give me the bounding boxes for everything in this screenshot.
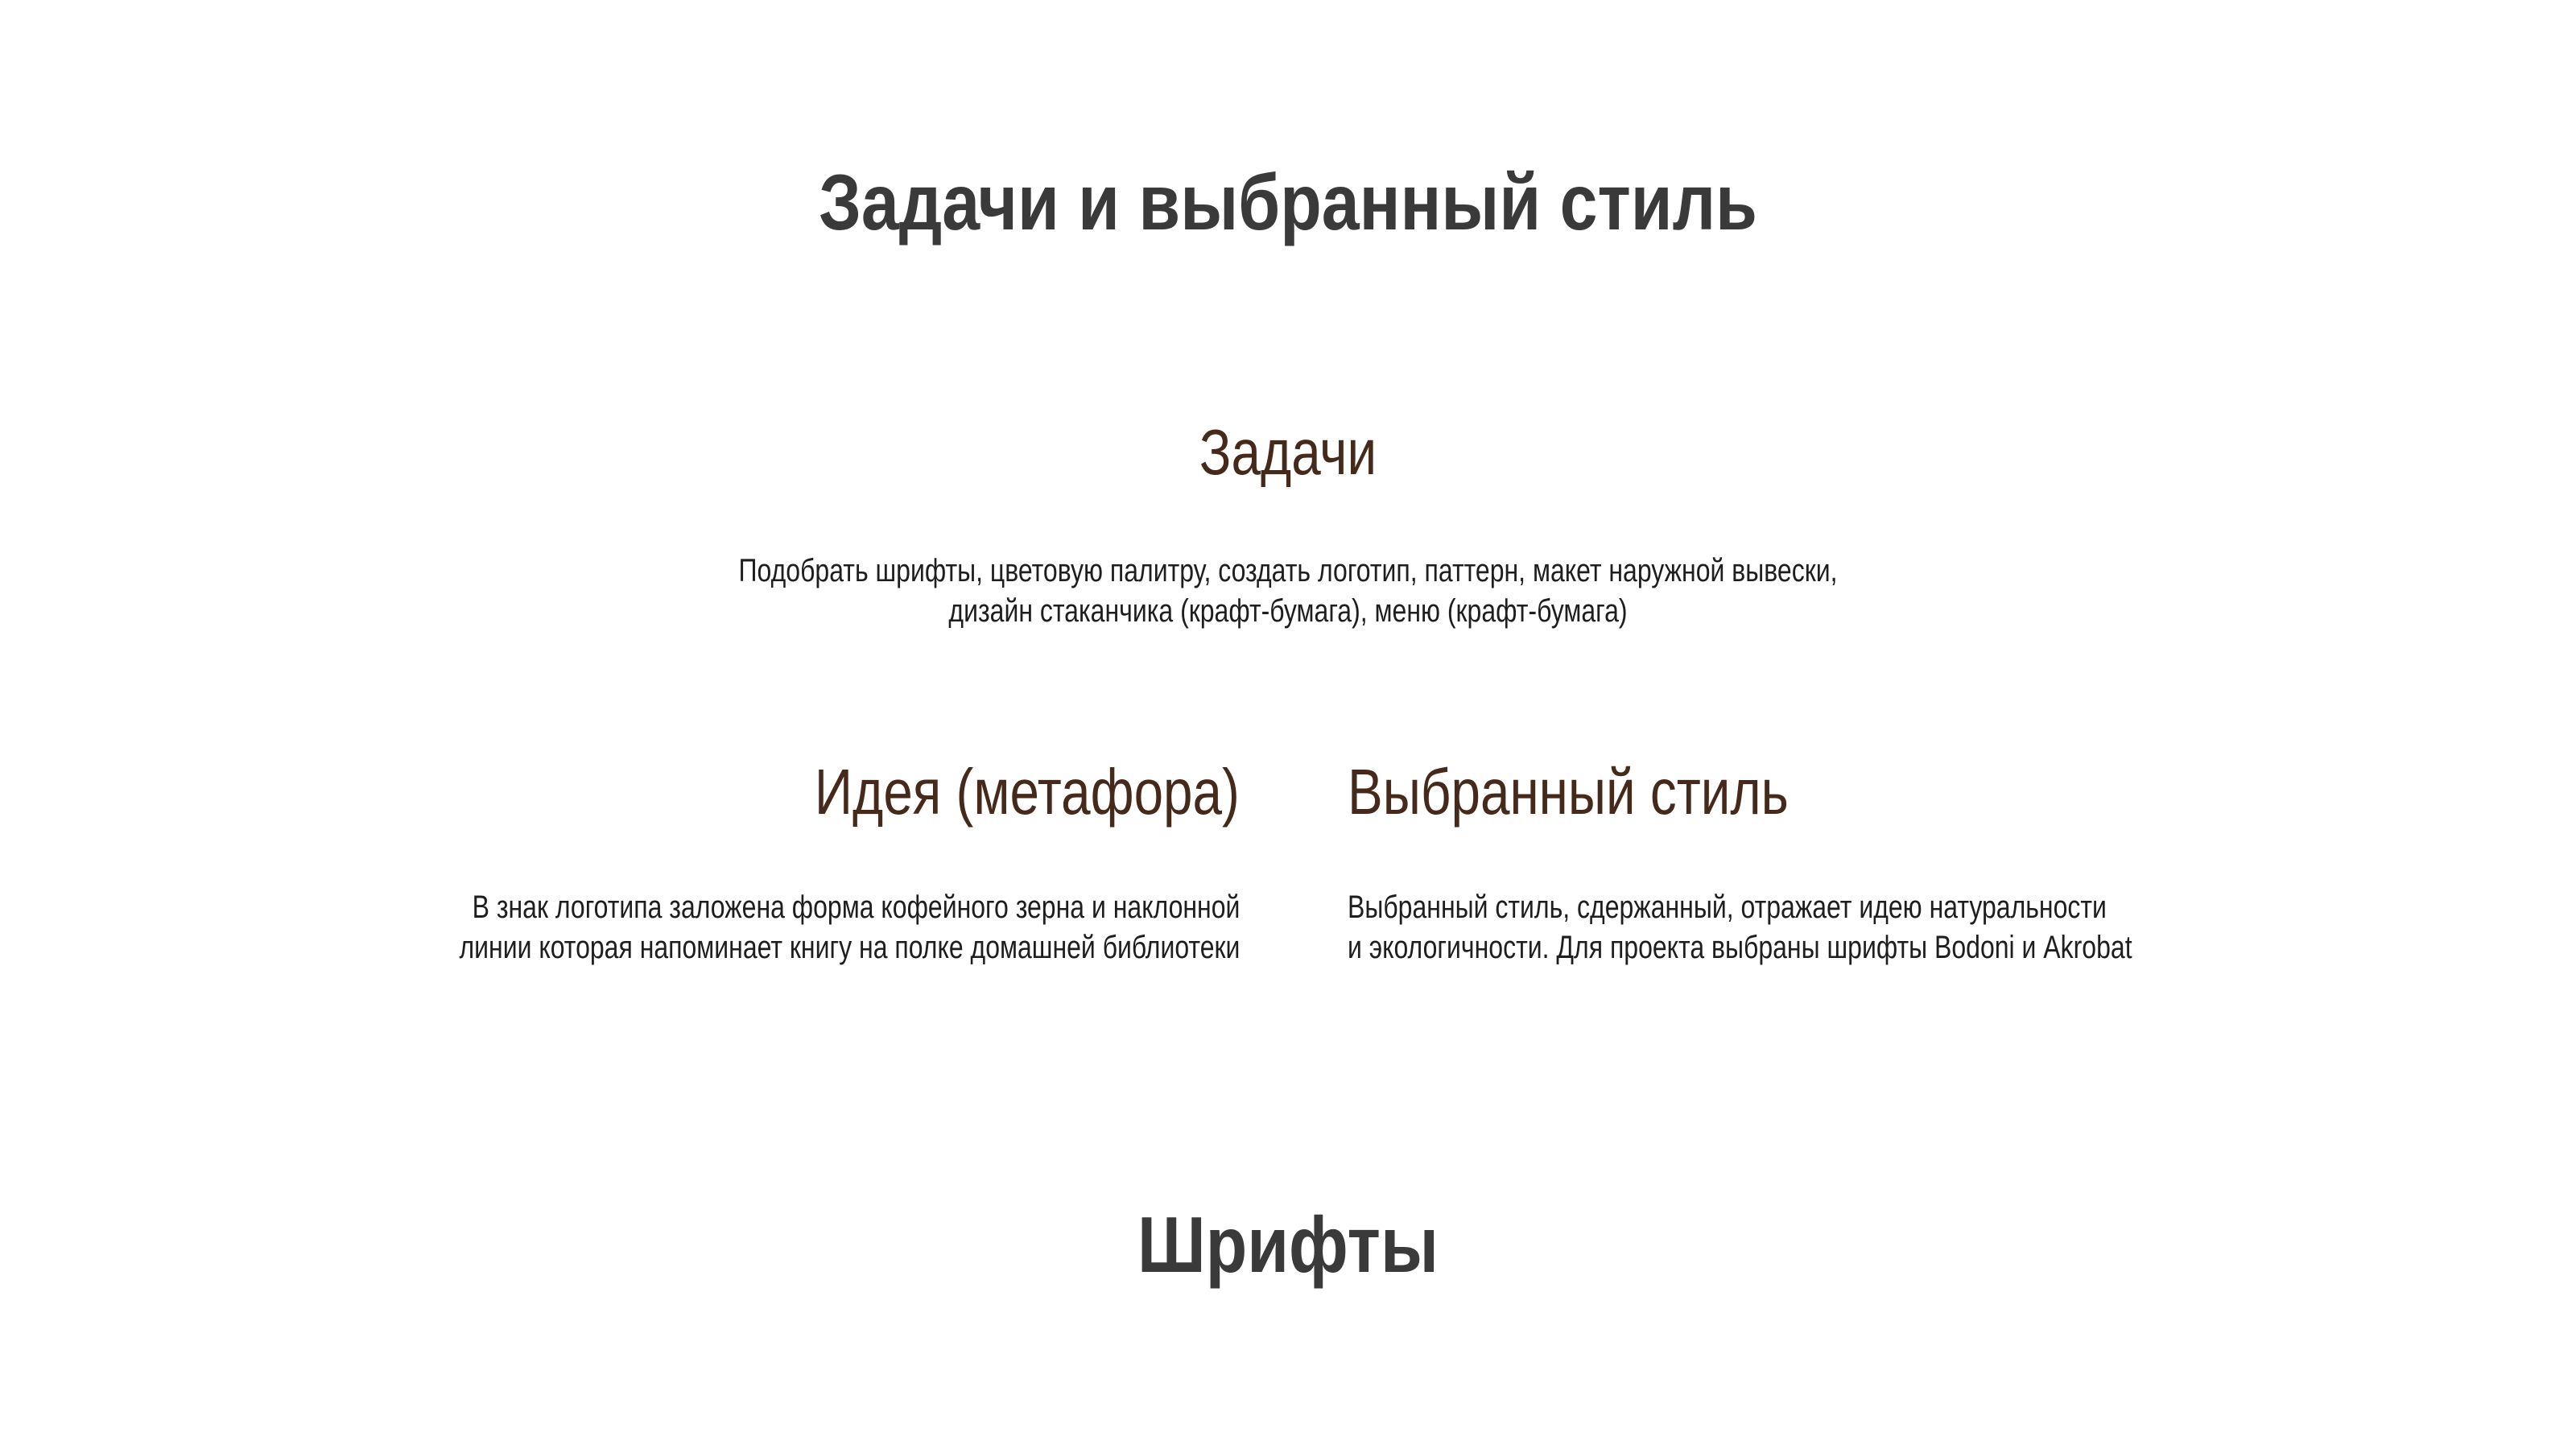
idea-description-line: линии которая напоминает книгу на полке домашней библиотеки <box>459 930 1240 965</box>
page-title: Задачи и выбранный стиль <box>819 158 1757 246</box>
style-heading: Выбранный стиль <box>1348 756 1789 828</box>
idea-description-line: В знак логотипа заложена форма кофейного зерна и наклонной <box>472 890 1240 925</box>
style-description-line: и экологичности. Для проекта выбраны шрифты Bodoni и Akrobat <box>1348 930 2132 965</box>
style-description-line: Выбранный стиль, сдержанный, отражает идею натуральности <box>1348 890 2107 925</box>
tasks-description-line: дизайн стаканчика (крафт-бумага), меню (крафт-бумага) <box>948 593 1628 629</box>
idea-description <box>459 887 1240 968</box>
style-description <box>1348 887 2132 968</box>
idea-heading: Идея (метафора) <box>815 756 1240 828</box>
tasks-description <box>258 551 2318 631</box>
fonts-heading: Шрифты <box>1137 1200 1439 1289</box>
tasks-heading: Задачи <box>1199 416 1377 488</box>
tasks-description-line: Подобрать шрифты, цветовую палитру, создать логотип, паттерн, макет наружной вывески, <box>738 553 1838 588</box>
